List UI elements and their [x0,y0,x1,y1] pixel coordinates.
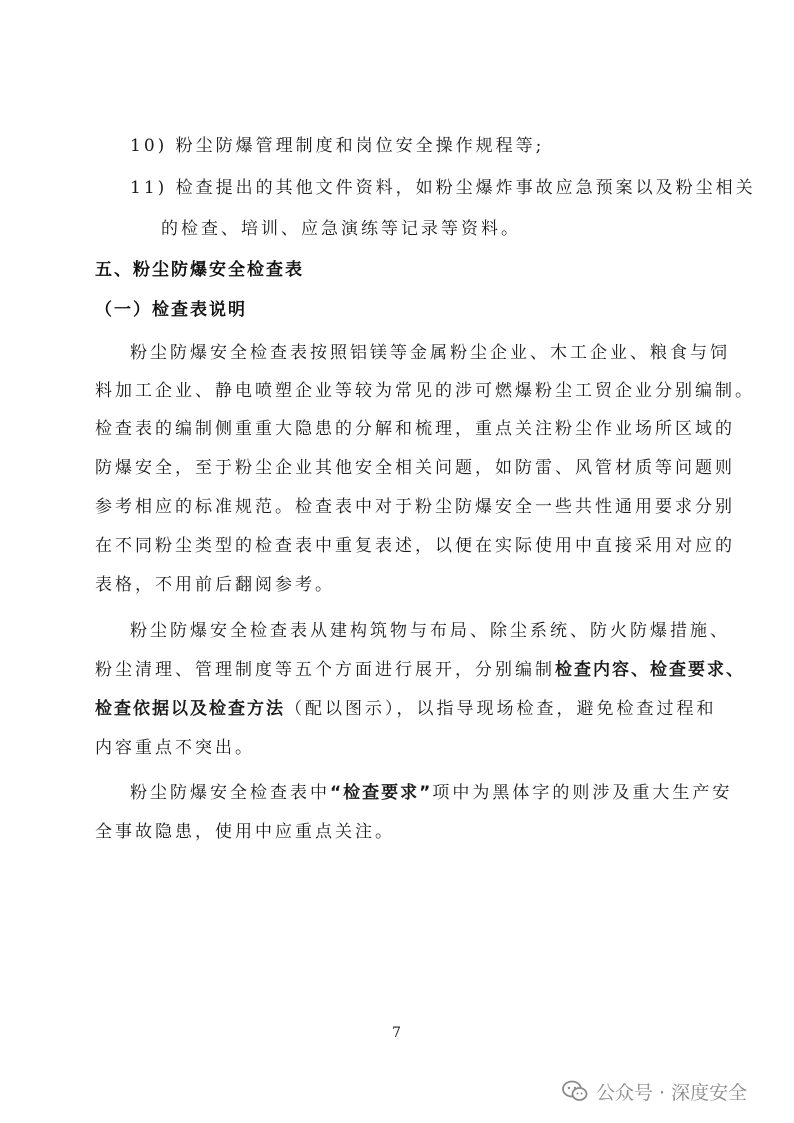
paragraph-3-text: 粉尘防爆安全检查表中 [130,783,330,803]
list-item-10: 10) 粉尘防爆管理制度和岗位安全操作规程等; [130,136,545,156]
watermark-text: 公众号 · 深度安全 [596,1081,748,1104]
wechat-icon [562,1080,588,1102]
paragraph-1-line-1: 粉尘防爆安全检查表按照铝镁等金属粉尘企业、木工企业、粮食与饲 [130,343,730,363]
paragraph-2-text: 粉尘清理、管理制度等五个方面进行展开，分别编制 [95,660,555,680]
bold-keywords: 检查内容、检查要求、 [555,660,745,680]
list-item-11-line-2: 的检查、培训、应急演练等记录等资料。 [161,219,521,239]
paragraph-2-line-4: 内容重点不突出。 [95,738,255,758]
paragraph-2-text: （配以图示），以指导现场检查，避免检查过程和 [285,699,717,719]
paragraph-1-line-5: 参考相应的标准规范。检查表中对于粉尘防爆安全一些共性通用要求分别 [95,497,735,517]
subsection-heading: （一）检查表说明 [95,300,247,320]
bold-keywords: “检查要求” [330,783,433,803]
paragraph-2-line-3 [95,697,717,721]
paragraph-2-line-2 [95,658,745,682]
paragraph-3-text: 项中为黑体字的则涉及重大生产安 [432,783,733,803]
bold-keywords: 检查依据以及检查方法 [95,699,285,719]
watermark [562,1076,747,1106]
paragraph-1-line-4: 防爆安全，至于粉尘企业其他安全相关问题，如防雷、风管材质等问题则 [95,458,735,478]
paragraph-1-line-2: 料加工企业、静电喷塑企业等较为常见的涉可燃爆粉尘工贸企业分别编制。 [95,381,755,401]
section-heading: 五、粉尘防爆安全检查表 [95,260,304,280]
paragraph-1-line-7: 表格，不用前后翻阅参考。 [95,575,335,595]
page-number: 7 [392,1025,401,1041]
paragraph-1-line-6: 在不同粉尘类型的检查表中重复表述，以便在实际使用中直接采用对应的 [95,536,735,556]
list-item-11-line-1: 11) 检查提出的其他文件资料，如粉尘爆炸事故应急预案以及粉尘相关 [130,178,756,198]
paragraph-2-line-1: 粉尘防爆安全检查表从建构筑物与布局、除尘系统、防火防爆措施、 [130,621,730,641]
paragraph-3-line-2: 全事故隐患，使用中应重点关注。 [95,822,395,842]
paragraph-3-line-1 [130,781,732,805]
paragraph-1-line-3: 检查表的编制侧重重大隐患的分解和梳理，重点关注粉尘作业场所区域的 [95,419,735,439]
